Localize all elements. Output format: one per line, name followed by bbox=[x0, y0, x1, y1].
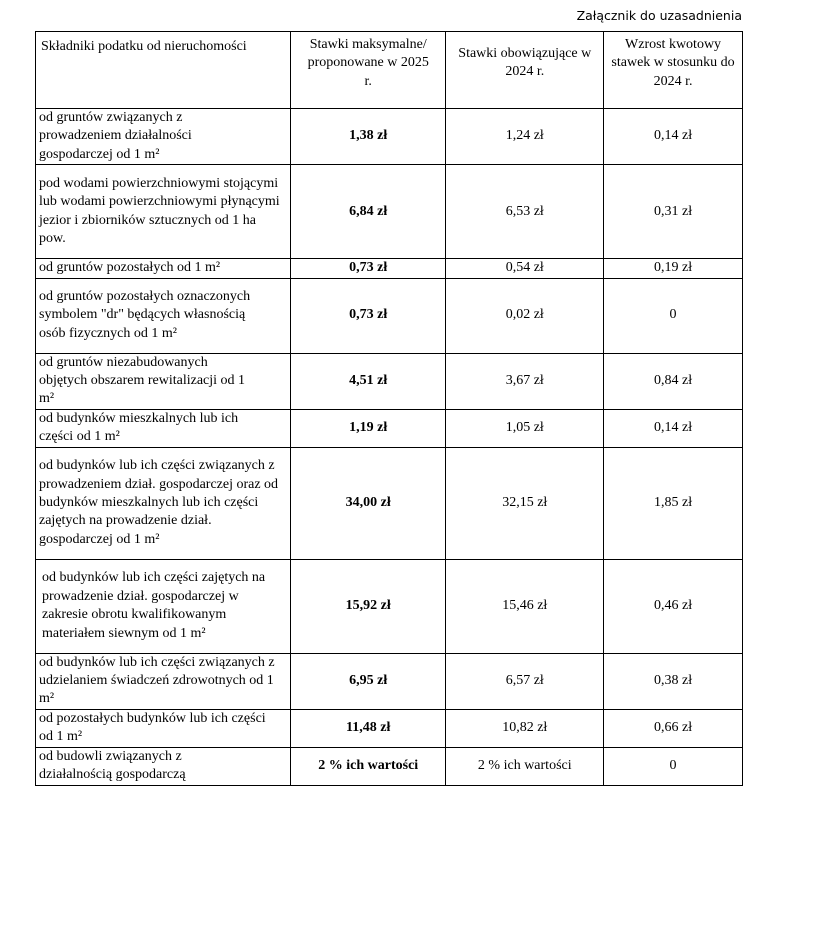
row-component-text: od budynków mieszkalnych lub ich części od 1 m² bbox=[39, 410, 239, 445]
row-current-rate: 1,05 zł bbox=[446, 409, 604, 447]
row-component bbox=[36, 653, 291, 709]
row-increase: 0,38 zł bbox=[604, 653, 743, 709]
row-proposed-rate: 0,73 zł bbox=[291, 278, 446, 353]
row-increase: 0 bbox=[604, 747, 743, 785]
header-increase-text: Wzrost kwotowy stawek w stosunku do 2024 r. bbox=[611, 37, 735, 89]
row-proposed-rate: 34,00 zł bbox=[291, 447, 446, 559]
header-component: Składniki podatku od nieruchomości bbox=[36, 32, 291, 109]
table-row bbox=[36, 278, 743, 353]
row-current-rate: 3,67 zł bbox=[446, 353, 604, 409]
row-increase: 0,14 zł bbox=[604, 409, 743, 447]
row-component-text: od gruntów pozostałych oznaczonych symbolem "dr" będących własnością osób fizycznych od 1 m² bbox=[39, 289, 251, 341]
row-component bbox=[36, 559, 291, 653]
row-component-text: od pozostałych budynków lub ich części od 1 m² bbox=[39, 710, 266, 745]
row-increase: 0,19 zł bbox=[604, 259, 743, 278]
table-row bbox=[36, 709, 743, 747]
row-component-text: od gruntów niezabudowanych objętych obszarem rewitalizacji od 1 m² bbox=[39, 354, 246, 407]
row-component bbox=[36, 747, 291, 785]
table-row bbox=[36, 353, 743, 409]
row-current-rate: 32,15 zł bbox=[446, 447, 604, 559]
row-increase: 0,84 zł bbox=[604, 353, 743, 409]
row-component bbox=[36, 109, 291, 165]
row-current-rate: 15,46 zł bbox=[446, 559, 604, 653]
table-row bbox=[36, 653, 743, 709]
row-proposed-rate: 0,73 zł bbox=[291, 259, 446, 278]
row-current-rate: 1,24 zł bbox=[446, 109, 604, 165]
row-component: od gruntów pozostałych od 1 m² bbox=[36, 259, 291, 278]
row-proposed-rate: 1,38 zł bbox=[291, 109, 446, 165]
header-current-rates bbox=[446, 32, 604, 109]
row-component-text: od budynków lub ich części związanych z prowadzeniem dział. gospodarczej oraz od budynków mieszkalnych lub ich części zajętych na prowadzenie dział. gospodarczej od 1 m² bbox=[39, 458, 279, 547]
row-proposed-rate: 11,48 zł bbox=[291, 709, 446, 747]
row-increase: 0 bbox=[604, 278, 743, 353]
header-current-rates-text: Stawki obowiązujące w 2024 r. bbox=[458, 46, 592, 80]
row-current-rate: 10,82 zł bbox=[446, 709, 604, 747]
row-component bbox=[36, 709, 291, 747]
attachment-label: Załącznik do uzasadnienia bbox=[576, 8, 742, 23]
row-component-text: od budowli związanych z działalnością gospodarczą bbox=[39, 748, 186, 783]
table-row bbox=[36, 259, 743, 278]
row-increase: 1,85 zł bbox=[604, 447, 743, 559]
row-proposed-rate: 1,19 zł bbox=[291, 409, 446, 447]
row-current-rate: 6,53 zł bbox=[446, 165, 604, 259]
header-max-rates bbox=[291, 32, 446, 109]
row-proposed-rate: 15,92 zł bbox=[291, 559, 446, 653]
row-component bbox=[36, 447, 291, 559]
table-header-row bbox=[36, 32, 743, 109]
row-increase: 0,31 zł bbox=[604, 165, 743, 259]
row-component bbox=[36, 278, 291, 353]
row-proposed-rate: 4,51 zł bbox=[291, 353, 446, 409]
row-current-rate: 6,57 zł bbox=[446, 653, 604, 709]
row-current-rate: 0,54 zł bbox=[446, 259, 604, 278]
header-increase bbox=[604, 32, 743, 109]
table-row bbox=[36, 109, 743, 165]
tax-rates-table bbox=[35, 31, 743, 786]
row-component-text: od budynków lub ich części zajętych na prowadzenie dział. gospodarczej w zakresie obrotu kwalifikowanym materiałem siewnym od 1 m² bbox=[42, 570, 266, 641]
table-row bbox=[36, 559, 743, 653]
table-row bbox=[36, 409, 743, 447]
table-row bbox=[36, 165, 743, 259]
row-proposed-rate: 2 % ich wartości bbox=[291, 747, 446, 785]
row-proposed-rate: 6,84 zł bbox=[291, 165, 446, 259]
row-increase: 0,46 zł bbox=[604, 559, 743, 653]
table-row bbox=[36, 747, 743, 785]
row-current-rate: 0,02 zł bbox=[446, 278, 604, 353]
row-increase: 0,66 zł bbox=[604, 709, 743, 747]
row-current-rate: 2 % ich wartości bbox=[446, 747, 604, 785]
table-row bbox=[36, 447, 743, 559]
row-proposed-rate: 6,95 zł bbox=[291, 653, 446, 709]
row-component-text: od gruntów związanych z prowadzeniem działalności gospodarczej od 1 m² bbox=[39, 110, 192, 162]
row-increase: 0,14 zł bbox=[604, 109, 743, 165]
row-component bbox=[36, 409, 291, 447]
header-max-rates-text: Stawki maksymalne/ proponowane w 2025 r. bbox=[307, 37, 429, 89]
row-component bbox=[36, 353, 291, 409]
row-component-text: pod wodami powierzchniowymi stojącymi lub wodami powierzchniowymi płynącymi jezior i zbiorników sztucznych od 1 ha pow. bbox=[39, 175, 280, 247]
row-component-text: od budynków lub ich części związanych z udzielaniem świadczeń zdrowotnych od 1 m² bbox=[39, 654, 275, 707]
row-component bbox=[36, 165, 291, 259]
